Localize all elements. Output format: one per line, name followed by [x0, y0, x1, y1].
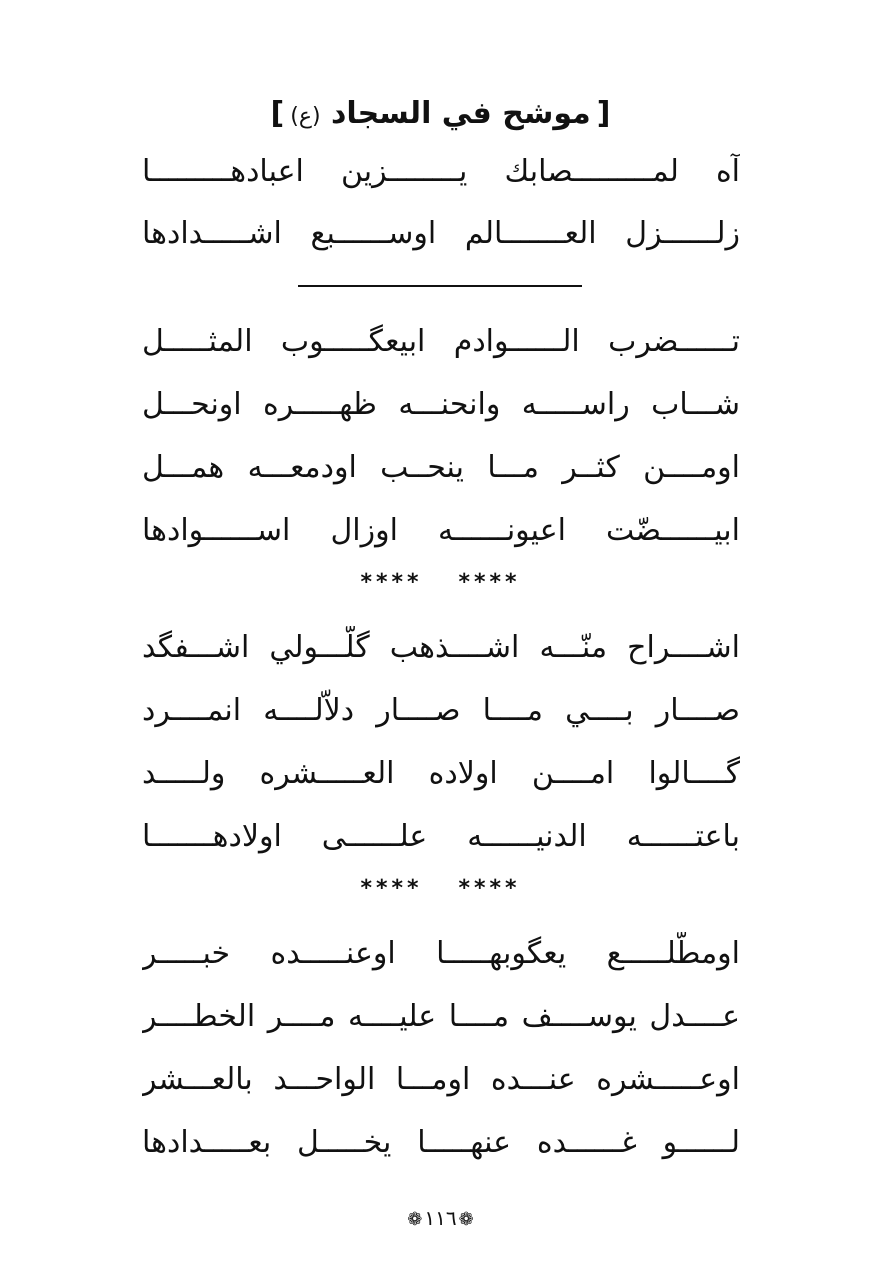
verse-line-12: عــــدل يوســــف مــــا عليــــه مــــر الخطــــر	[142, 999, 740, 1034]
title-close-bracket: ]	[270, 96, 285, 131]
stars-group: ****	[360, 876, 423, 901]
title-text: موشح في السجاد	[331, 96, 591, 131]
stars-separator-2	[0, 874, 881, 904]
poem-title	[0, 92, 881, 139]
ornament-right-icon: ❁	[458, 1209, 474, 1230]
verse-line-8: صــــار بــــي مــــا صــــار دلاّلــــه انمــــرد	[142, 693, 740, 728]
title-open-bracket: [	[596, 96, 611, 131]
title-symbol: (ع)	[290, 104, 321, 129]
verse-line-3: تــــــضرب الــــــوادم ابيعگـــــوب المثـــــل	[142, 324, 740, 359]
stars-group: ****	[458, 570, 521, 595]
page-number	[0, 1203, 881, 1235]
ornament-left-icon: ❁	[407, 1209, 423, 1230]
verse-line-2: زلــــــزل العـــــــالم اوســــــبع اشـــــدادها	[142, 216, 740, 251]
verse-line-1: آه لمـــــــــصابك يــــــــزين اعبادهـــــــــا	[142, 154, 740, 189]
stars-group: ****	[360, 570, 423, 595]
verse-line-14: لــــــو غــــــده عنهـــــا يخـــــل بعـــــدادها	[142, 1125, 740, 1160]
stars-separator-1	[0, 568, 881, 598]
stars-group: ****	[458, 876, 521, 901]
page-number-text: ١١٦	[424, 1206, 457, 1230]
verse-line-6: ابيــــــضّت اعيونــــــه اوزال اســــــوادها	[142, 513, 740, 548]
verse-line-5: اومــــن كثــر مـــا ينحــب اودمعـــه همـــل	[142, 450, 740, 485]
verse-line-13: اوعـــــشره عنـــده اومـــا الواحـــد بالعـــشر	[142, 1062, 740, 1097]
verse-line-7: اشــــراح منّـــه اشــــذهب گلّـــولي اشـــفگد	[142, 630, 740, 665]
verse-line-10: باعتــــــه الدنيــــــه علــــــى اولادهـــــــا	[142, 819, 740, 854]
verse-line-11: اومطّلـــــع يعگوبهـــــا اوعنـــــده خبـــــر	[142, 936, 740, 971]
verse-line-4: شـــاب راســـــه وانحنـــه ظهـــــره اونحـــل	[142, 387, 740, 422]
verse-line-9: گــــالوا امــــن اولاده العـــــشره ولـــــد	[142, 756, 740, 791]
section-divider	[298, 285, 582, 287]
